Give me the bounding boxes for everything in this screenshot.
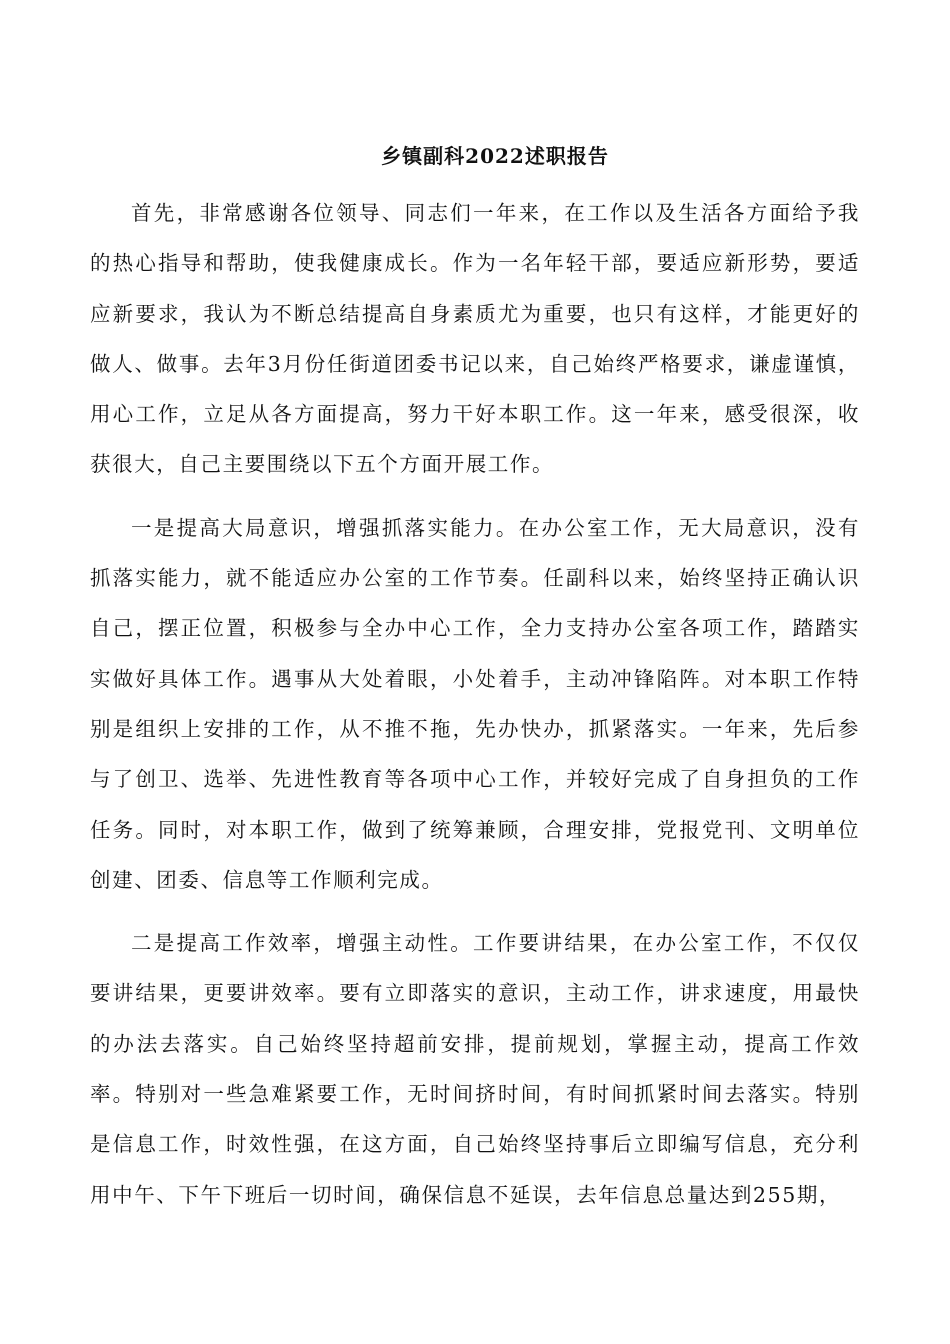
document-body [90, 188, 860, 1233]
document-title: 乡镇副科2022述职报告 [381, 144, 609, 168]
paragraph-point-one: 一是提高大局意识，增强抓落实能力。在办公室工作，无大局意识，没有抓落实能力，就不能适应办公室的工作节奏。任副科以来，始终坚持正确认识自己，摆正位置，积极参与全办中心工作，全力支持办公室各项工作，踏踏实实做好具体工作。遇事从大处着眼，小处着手，主动冲锋陷阵。对本职工作特别是组织上安排的工作，从不推不拖，先办快办，抓紧落实。一年来，先后参与了创卫、选举、先进性教育等各项中心工作，并较好完成了自身担负的工作任务。同时，对本职工作，做到了统筹兼顾，合理安排，党报党刊、文明单位创建、团委、信息等工作顺利完成。 [90, 515, 860, 892]
paragraph-point-two: 二是提高工作效率，增强主动性。工作要讲结果，在办公室工作，不仅仅要讲结果，更要讲效率。要有立即落实的意识，主动工作，讲求速度，用最快的办法去落实。自己始终坚持超前安排，提前规划，掌握主动，提高工作效率。特别对一些急难紧要工作，无时间挤时间，有时间抓紧时间去落实。特别是信息工作，时效性强，在这方面，自己始终坚持事后立即编写信息，充分利用中午、下午下班后一切时间，确保信息不延误，去年信息总量达到255期， [90, 931, 860, 1207]
paragraph-intro: 首先，非常感谢各位领导、同志们一年来，在工作以及生活各方面给予我的热心指导和帮助，使我健康成长。作为一名年轻干部，要适应新形势，要适应新要求，我认为不断总结提高自身素质尤为重要，也只有这样，才能更好的做人、做事。去年3月份任街道团委书记以来，自己始终严格要求，谦虚谨慎，用心工作，立足从各方面提高，努力干好本职工作。这一年来，感受很深，收获很大，自己主要围绕以下五个方面开展工作。 [90, 201, 860, 477]
